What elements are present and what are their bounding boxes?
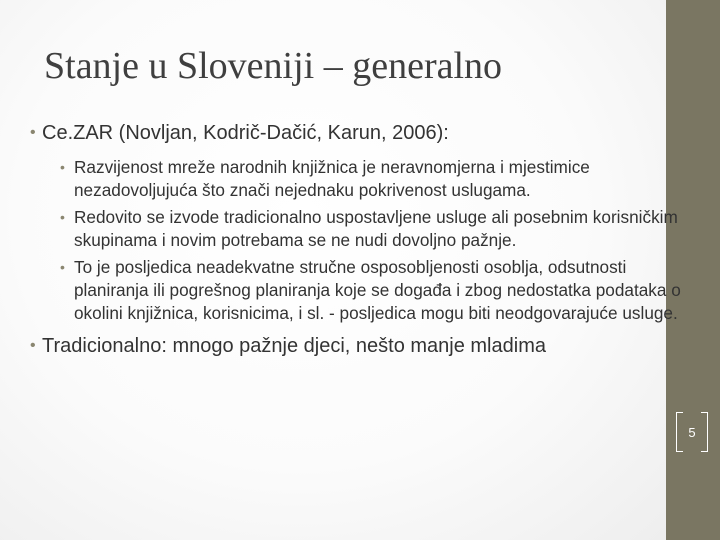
bullet-icon: •	[60, 259, 65, 275]
sub-bullet-item	[60, 156, 686, 202]
page-number-badge	[672, 410, 712, 454]
bullet-item	[30, 120, 660, 146]
bullet-icon: •	[30, 337, 36, 354]
bullet-icon: •	[60, 209, 65, 225]
slide-title: Stanje u Sloveniji – generalno	[44, 45, 503, 87]
sub-bullet-text: To je posljedica neadekvatne stručne osposobljenosti osoblja, odsutnosti planiranja ili pogrešnog planiranja koje se događa i zbog nedostatka podataka o okolini knjižnica, korisnicima, i sl. - posljedica mogu biti neodgovarajuće usluge.	[74, 257, 681, 323]
bullet-icon: •	[60, 159, 65, 175]
page-number: 5	[688, 424, 696, 440]
slide-body	[30, 120, 681, 359]
bullet-icon: •	[30, 124, 36, 141]
sub-bullet-text: Razvijenost mreže narodnih knjižnica je neravnomjerna i mjestimice nezadovoljujuća što znači nejednaku pokrivenost uslugama.	[74, 157, 590, 200]
sub-bullet-list	[60, 156, 681, 325]
bullet-item	[30, 333, 660, 359]
bracket-right-icon	[701, 412, 708, 452]
sub-bullet-text: Redovito se izvode tradicionalno uspostavljene usluge ali posebnim korisničkim skupinama i novim potrebama se ne nudi dovoljno pažnje.	[74, 207, 678, 250]
bullet-text: Ce.ZAR (Novljan, Kodrič-Dačić, Karun, 2006):	[42, 122, 449, 144]
bullet-text: Tradicionalno: mnogo pažnje djeci, nešto manje mladima	[42, 335, 546, 357]
sub-bullet-item	[60, 206, 686, 252]
sub-bullet-item	[60, 256, 686, 325]
bracket-left-icon	[676, 412, 683, 452]
